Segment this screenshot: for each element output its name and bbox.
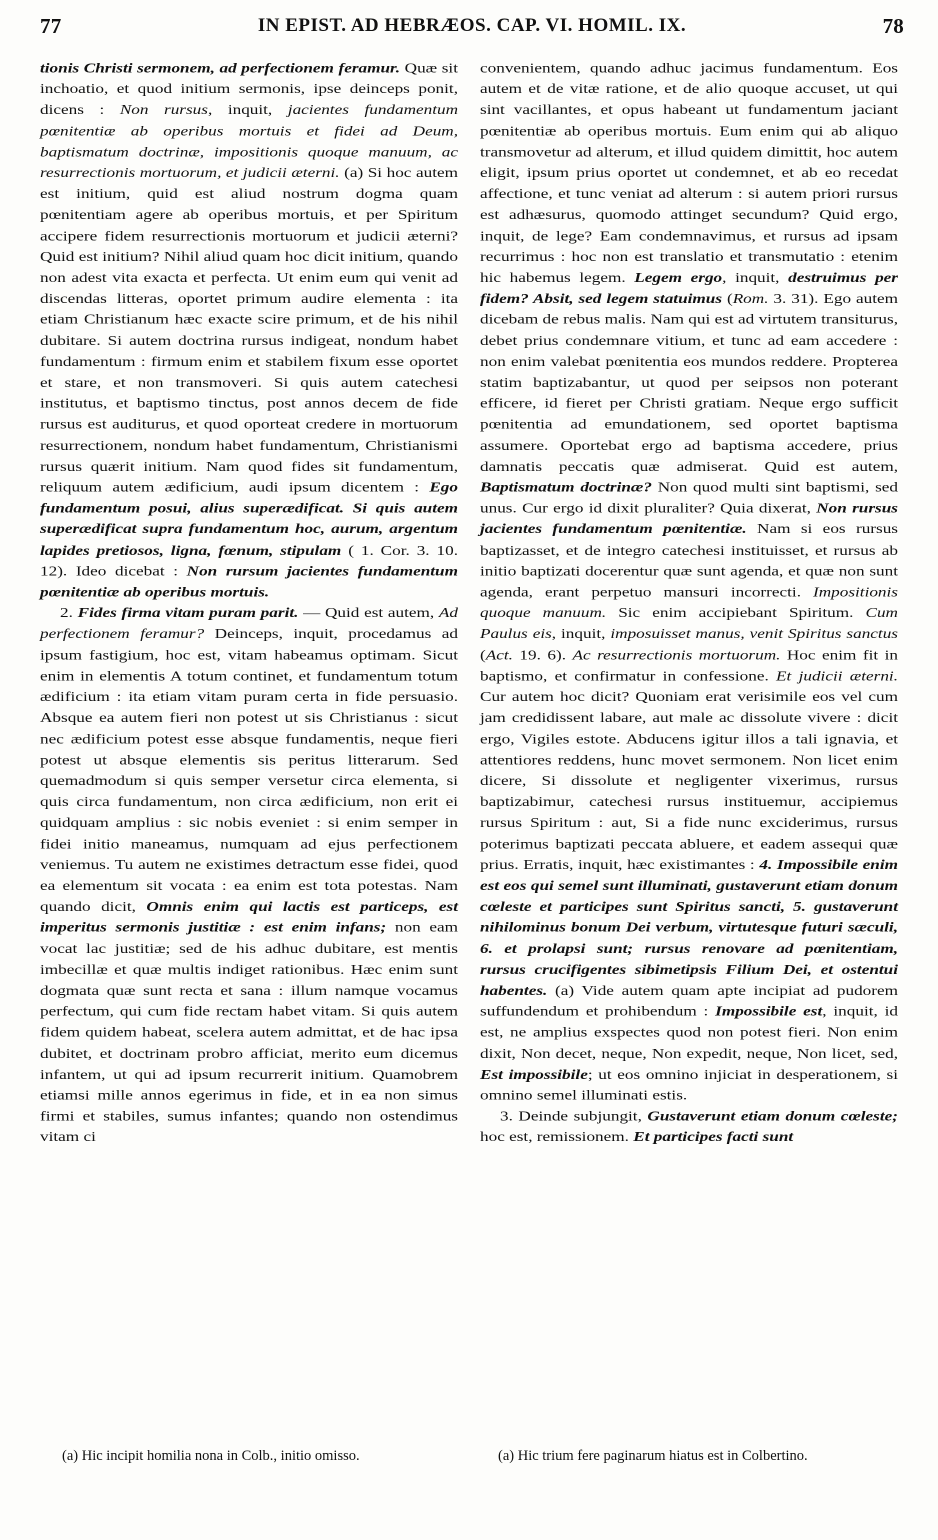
- page-number-left: 77: [40, 13, 62, 38]
- text-run: ( 1. Cor. 3. 10. 12). Ideo dicebat :: [40, 542, 458, 579]
- text-run: non eam vocat lac justitiæ; sed de his adhuc dubitare, est mentis imbecillæ et quæ multis indiget rationibus. Hæc enim sunt dogmata quæ sunt recta et sana : illum namque vocamus perfectum, qui cum fide rectam habet vitam. Si quis autem fidem quidem habeat, scelera autem admittat, et de hac ipsa dubitet, et doctrinam probro afficiat, merito eum dicemus infantem, ut qui ad ipsum recurrerit initium. Quamobrem etiamsi mille annos egerimus in fide, et in ea non simus firmi et stabiles, sumus infantes; quando non ostendimus vitam ci: [40, 919, 458, 1145]
- text-run: 3. 31). Ego autem dicebam de rebus malis. Nam qui est ad virtutem transiturus, debet prius condemnare vitium, et tunc ad eam accedere : non enim valebat pœnitentia eos mundos reddere. Propterea statim baptizabantur, ut quod per seipsos non poterant efficere, id fieret per Christi gratiam. Neque ergo sufficit pœnitentia ad emundationem, sed oportet baptisma assumere. Oportebat ergo ad baptisma accedere, prius damnatis peccatis quæ admiserat. Quid est autem,: [480, 290, 898, 474]
- left-text-column: [40, 58, 458, 1384]
- text-run: Ac resurrectionis mortuorum.: [572, 647, 781, 663]
- left-paragraph-1: [40, 58, 458, 603]
- text-run: Hoc enim fit in baptismo, et confirmatur in confessione.: [480, 647, 898, 684]
- text-run: , inquit, id est, ne amplius exspectes quod non potest fieri. Non enim dixit, Non decet, neque, Non expedit, neque, Non licet, sed,: [480, 1003, 899, 1061]
- text-run: (a) Si hoc autem est initium, quid est aliud nostrum dogma quam pœnitentiam agere ab operibus mortuis, et per Spiritum accipere fidem resurrectionis mortuorum et judicii æterni? Quid est initium? Nihil aliud quam hoc dicit initium, quando non adest vita exacta et perfecta. Ut enim eum qui venit ad discendas litteras, oportet primum audire elementa : ita etiam Christianum hæc exacte scire primum, et de his nihil dubitare. Si autem doctrina rursus indigeat, nondum habet fundamentum : firmum enim et stabilem fixum esse oportet et stare, et non transmoveri. Si quis autem catechesi institutus, et baptismo tinctus, post annos decem de fide rursus est auditurus, et quod oporteat credere in mortuorum resurrectionem, nondum habet fundamentum, Christianismi rursus quærit initium. Nam quod fides sit fundamentum, reliquum autem ædificium, audi ipsum dicentem :: [40, 165, 458, 495]
- text-run: destruimus per fidem? Absit, sed legem statuimus: [480, 270, 898, 307]
- text-run: Rom.: [732, 290, 769, 307]
- text-run: convenientem, quando adhuc jacimus fundamentum. Eos autem et de vitæ ratione, et de alio quoque accuset, ut qui sint vacillantes, et opus habeant ut fundamentum jaciant pœnitentiæ ab operibus mortuis. Eum enim qui ab aliquo transmovetur ad alterum, et illud quidem dimittit, hoc autem eligit, ipsum prius oportet ut condemnet, et ab eo recedat affectione, et tunc veniat ad alterum : si autem priori rursus est adhæsurus, quomodo attinget secundum? Quid ergo, inquit, de lege? Eam condemnavimus, et rursus ad ipsam recurrimus : hoc non est translatio et transmutatio : etenim hic habemus legem.: [480, 60, 898, 286]
- text-run: (: [480, 647, 486, 663]
- text-run: , inquit,: [207, 102, 288, 118]
- text-run: Cum Paulus eis: [480, 605, 898, 642]
- left-paragraph-2: [40, 603, 458, 1148]
- text-run: Legem ergo: [634, 270, 723, 286]
- running-title: IN EPIST. AD HEBRÆOS. CAP. VI. HOMIL. IX.: [257, 15, 687, 36]
- text-run: — Quid est autem,: [298, 605, 439, 621]
- text-run: hoc est, remissionem.: [480, 1129, 634, 1145]
- text-run: Quæ sit inchoatio, et quod initium sermonis, ipse deinceps ponit, dicens :: [40, 60, 458, 118]
- text-run: Act.: [485, 647, 513, 663]
- text-run: 4. Impossibile enim est eos qui semel sunt illuminati, gustaverunt etiam donum cœleste et participes sunt Spiritus sancti, 5. gustaverunt nihilominus bonum Dei verbum, virtutesque futuri sæculi, 6. et prolapsi sunt; rursus renovare ad pœnitentiam, rursus crucifigentes sibimetipsis Filium Dei, et ostentui habentes.: [480, 856, 898, 998]
- text-run: (a) Vide autem quam apte incipiat ad pudorem suffundendum et prohibendum :: [480, 982, 898, 1019]
- text-run: (: [722, 290, 733, 307]
- right-paragraph-1: [480, 58, 898, 1106]
- footnote-left: (a) Hic incipit homilia nona in Colb., initio omisso.: [62, 1448, 360, 1464]
- text-run: Nam si eos rursus baptizasset, et de integro catechesi instituisset, et rursus ab initio baptizati docerentur quæ sunt agenda, et quæ non sunt agenda, erant perpetuo mansuri incorrecti.: [480, 521, 898, 600]
- page-number-right: 78: [882, 13, 904, 38]
- text-run: Impossibile est: [715, 1003, 823, 1019]
- text-run: Non rursus: [119, 102, 208, 118]
- text-run: Cur autem hoc dicit? Quoniam erat verisimile eos vel cum jam credidissent labare, aut male ac dissolute vivere : dicit ergo, Vigiles estote. Abducens igitur illos a tali ignavia, et attentiores reddens, hunc movet sermonem. Non licet enim dicere, Si dissolute et negligenter vixerimus, rursus baptizabimur, catechesi rursus instituemur, accipiemus rursus Spiritum : aut, Si a fide nunc exciderimus, rursus poterimus baptizati peccata abluere, et eadem assequi quæ prius. Erratis, inquit, hæc existimantes :: [480, 689, 898, 873]
- text-run: Ego fundamentum posui, alius superædificat. Si quis autem superædificat supra fundamentum hoc, aurum, argentum lapides pretiosos, ligna, fœnum, stipulam: [40, 479, 458, 558]
- text-run: Et participes facti sunt: [633, 1129, 794, 1145]
- text-run: tionis Christi sermonem, ad perfectionem feramur.: [40, 60, 401, 76]
- text-run: ; ut eos omnino injiciat in desperationem, si omnino semel illuminati estis.: [480, 1066, 899, 1103]
- running-header: [40, 8, 904, 44]
- text-run: Baptismatum doctrinæ?: [480, 479, 652, 495]
- text-run: Sic enim accipiebant Spiritum.: [606, 605, 866, 621]
- text-run: Gustaverunt etiam donum cœleste;: [647, 1108, 898, 1124]
- text-run: Impositionis quoque manuum.: [480, 584, 898, 621]
- text-run: Fides firma vitam puram parit.: [77, 605, 299, 621]
- footnote-right: (a) Hic trium fere paginarum hiatus est in Colbertino.: [498, 1448, 808, 1464]
- text-run: Est impossibile: [480, 1066, 588, 1082]
- text-run: 2.: [60, 605, 78, 621]
- right-paragraph-2: [480, 1106, 898, 1148]
- text-run: Omnis enim qui lactis est particeps, est imperitus sermonis justitiæ : est enim infans;: [40, 898, 459, 936]
- text-run: Non rursum jacientes fundamentum pœnitentiæ ab operibus mortuis.: [40, 563, 458, 600]
- text-run: Deinceps, inquit, procedamus ad ipsum fastigium, hoc est, vitam habeamus optimam. Sicut enim in elementis A totum continet, et fundamentum totum ædificium : ita etiam vitam puram certa in fide persuasio. Absque ea autem fieri non potest ut sis Christianus : sicut nec ædificium potest esse absque fundamentis, neque fieri potest ut absque elementis sis peritus litterarum. Sed quemadmodum si quis semper versetur circa elementa, si quis circa fundamentum, non circa ædificium, non erit ei quidquam amplius : sic nobis eveniet : si enim semper in fidei initio maneamus, numquam ad ejus perfectionem veniemus. Tu autem ne existimes detractum esse fidei, quod ea elementum sit vocata : ea enim est tota potestas. Nam quando dicit,: [40, 626, 459, 915]
- text-run: Ad perfectionem feramur?: [40, 605, 459, 642]
- text-run: 3. Deinde subjungit,: [500, 1108, 648, 1124]
- text-run: Non rursus jacientes fundamentum pœnitentiæ.: [480, 500, 898, 537]
- text-run: Non quod multi sint baptismi, sed unus. Cur ergo id dixit pluraliter? Quia dixerat,: [480, 479, 898, 516]
- text-run: jacientes fundamentum pœnitentiæ ab operibus mortuis et fidei ad Deum, baptismatum doctrinæ, impositionis quoque manuum, ac resurrectionis mortuorum, et judicii æterni.: [40, 102, 459, 181]
- text-run: , inquit,: [551, 626, 611, 642]
- text-run: , inquit,: [722, 270, 789, 286]
- right-text-column: [480, 58, 898, 1384]
- text-run: imposuisset manus, venit Spiritus sanctus: [610, 626, 898, 642]
- text-run: 19. 6).: [512, 647, 573, 663]
- text-run: Et judicii æterni.: [776, 668, 898, 684]
